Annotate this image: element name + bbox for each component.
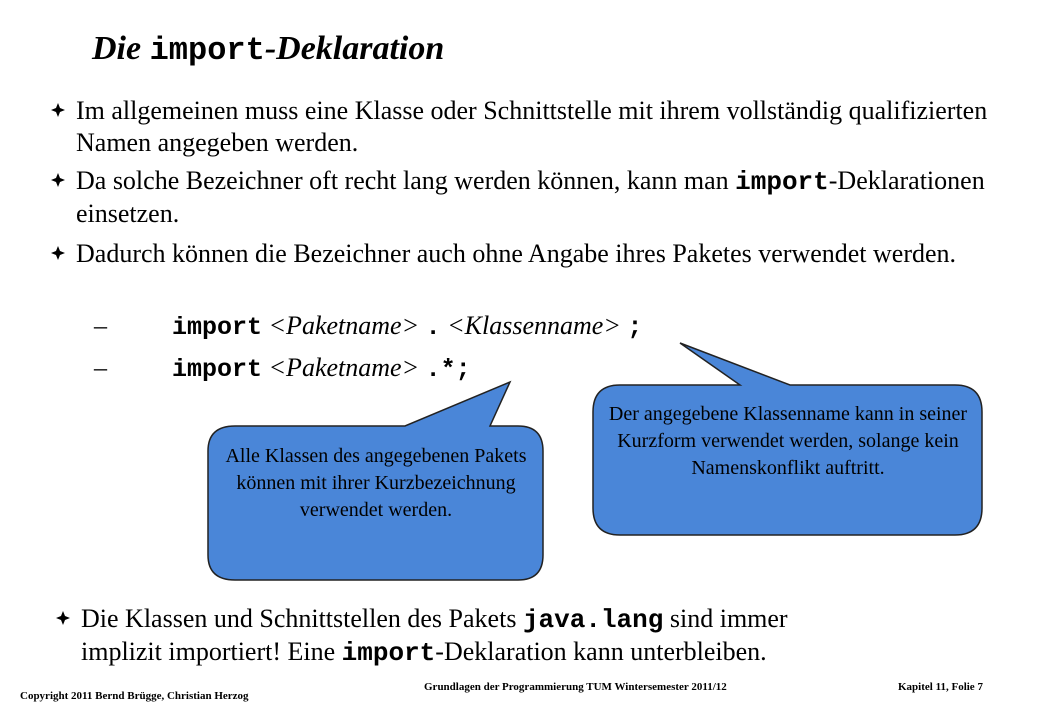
bullet-4-text — [81, 603, 1020, 669]
bullet-2-text-before: Da solche Bezeichner oft recht lang werden können, kann man — [76, 166, 736, 195]
diamond-bullet-icon — [55, 610, 71, 626]
bullet-4-line-1-after: sind immer — [663, 604, 788, 633]
import-keyword: import — [172, 355, 263, 384]
callout-right-text: Der angegebene Klassenname kann in seiner Kurzform verwendet werden, solange kein Namenskonflikt auftritt. — [608, 403, 968, 479]
klassenname-placeholder: <Klassenname> — [447, 311, 621, 340]
import-keyword: import — [172, 313, 263, 342]
bullet-2-text-after: -Deklarationen einsetzen. — [76, 166, 985, 228]
bullet-4-line-2-after: -Deklaration kann unterbleiben. — [435, 637, 767, 666]
title-code: import — [149, 32, 265, 69]
dash: – — [94, 353, 107, 382]
bullet-4-line-2-before: implizit importiert! Eine — [81, 637, 342, 666]
bullet-3-text: Dadurch können die Bezeichner auch ohne Angabe ihres Paketes verwendet werden. — [76, 239, 957, 268]
semicolon: ; — [627, 313, 643, 342]
import-code: import — [341, 638, 436, 668]
footer-course: Grundlagen der Programmierung TUM Wintersemester 2011/12 — [424, 681, 727, 693]
bullet-4 — [55, 603, 1020, 669]
paketname-placeholder: <Paketname> — [268, 311, 420, 340]
bullet-4-line-1-before: Die Klassen und Schnittstellen des Pakets — [81, 604, 523, 633]
title-prefix: Die — [92, 30, 150, 67]
java-lang-code: java.lang — [522, 605, 664, 635]
dot-separator: . — [425, 313, 441, 342]
title-suffix: -Deklaration — [264, 30, 445, 67]
paketname-placeholder: <Paketname> — [268, 353, 420, 382]
bullet-1-text: Im allgemeinen muss eine Klasse oder Schnittstelle mit ihrem vollständig qualifizierten Namen angegeben werden. — [76, 96, 988, 157]
wildcard: .*; — [425, 355, 471, 384]
footer-copyright: Copyright 2011 Bernd Brügge, Christian Herzog — [20, 690, 249, 702]
dash: – — [94, 311, 107, 340]
footer-slide-number: Kapitel 11, Folie 7 — [898, 681, 983, 693]
bullet-2-code: import — [735, 167, 829, 197]
callout-left-text: Alle Klassen des angegebenen Pakets können mit ihrer Kurzbezeichnung verwendet werden. — [225, 445, 527, 521]
